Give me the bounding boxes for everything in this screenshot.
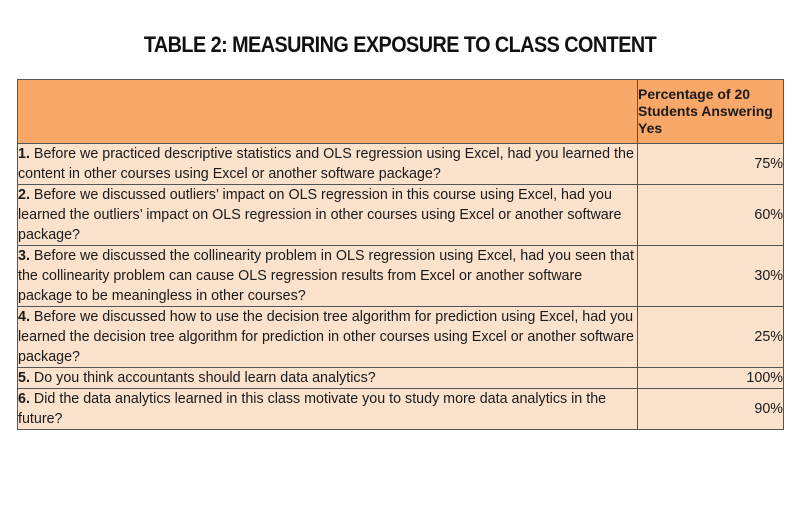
percentage-cell: 60% — [638, 185, 784, 246]
question-text: Before we discussed how to use the decision tree algorithm for prediction using Excel, had you learned the decision tree algorithm for prediction in other courses using Excel or another software package? — [18, 309, 634, 365]
question-cell — [18, 368, 638, 389]
percentage-cell: 25% — [638, 307, 784, 368]
table-row — [18, 368, 784, 389]
table-row — [18, 389, 784, 430]
question-cell — [18, 389, 638, 430]
percentage-cell: 75% — [638, 144, 784, 185]
question-number: 4. — [18, 309, 30, 325]
question-cell — [18, 144, 638, 185]
question-cell — [18, 246, 638, 307]
table-row — [18, 246, 784, 307]
question-number: 1. — [18, 146, 30, 162]
table-row — [18, 144, 784, 185]
question-cell — [18, 185, 638, 246]
question-number: 3. — [18, 248, 30, 264]
exposure-table — [17, 79, 784, 430]
percentage-column-header: Percentage of 20 Students Answering Yes — [638, 80, 784, 144]
question-text: Before we discussed the collinearity problem in OLS regression using Excel, had you seen that the collinearity problem can cause OLS regression results from Excel or another software package to be meaningless in other courses? — [18, 248, 634, 304]
table-row — [18, 307, 784, 368]
percentage-cell: 30% — [638, 246, 784, 307]
question-number: 5. — [18, 370, 30, 386]
question-number: 6. — [18, 391, 30, 407]
question-number: 2. — [18, 187, 30, 203]
question-column-header — [18, 80, 638, 144]
table-row — [18, 185, 784, 246]
question-text: Before we discussed outliers’ impact on OLS regression in this course using Excel, had you learned the outliers’ impact on OLS regression in other courses using Excel or another software package? — [18, 187, 622, 243]
question-text: Do you think accountants should learn data analytics? — [33, 370, 376, 386]
question-text: Before we practiced descriptive statistics and OLS regression using Excel, had you learned the content in other courses using Excel or another software package? — [18, 146, 634, 182]
question-cell — [18, 307, 638, 368]
table-header-row — [18, 80, 784, 144]
percentage-cell: 100% — [638, 368, 784, 389]
table-title: TABLE 2: MEASURING EXPOSURE TO CLASS CONTENT — [143, 32, 657, 57]
question-text: Did the data analytics learned in this class motivate you to study more data analytics in the future? — [18, 391, 607, 427]
percentage-cell: 90% — [638, 389, 784, 430]
